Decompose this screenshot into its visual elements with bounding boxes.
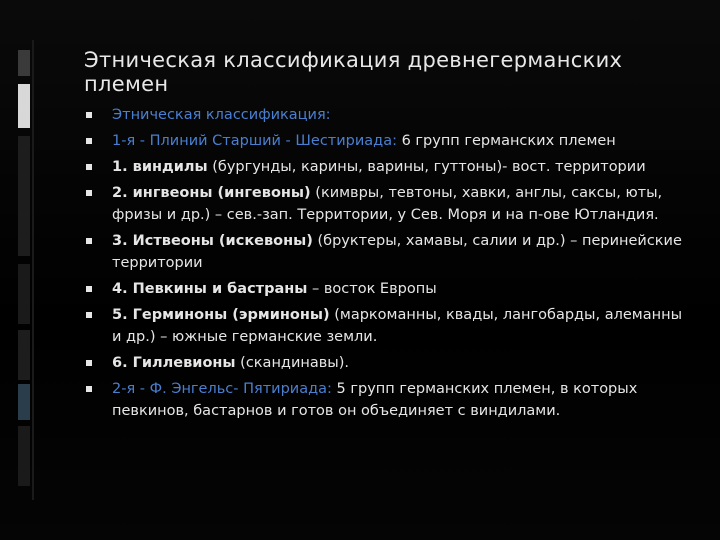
- item-text: (маркоманны, квады, лангобарды, алеманны и др.) – южные германские земли.: [112, 307, 683, 345]
- item-text: (бургунды, карины, варины, гуттоны)- вост. территории: [207, 159, 646, 175]
- item-lead: Этническая классификация:: [112, 107, 331, 123]
- square-bullet-icon: [86, 138, 92, 144]
- item-text: 6 групп германских племен: [396, 133, 616, 149]
- list-item: [84, 278, 684, 300]
- list-item: [84, 230, 684, 274]
- item-text: (скандинавы).: [235, 355, 349, 371]
- item-text: (кимвры, тевтоны, хавки, англы, саксы, юты, фризы и др.) – сев.-зап. Территории, у Сев. Моря и на п-ове Ютландия.: [112, 185, 663, 223]
- square-bullet-icon: [86, 286, 92, 292]
- square-bullet-icon: [86, 360, 92, 366]
- item-lead: 2-я - Ф. Энгельс- Пятириада:: [112, 381, 332, 397]
- list-item: [84, 182, 684, 226]
- list-item: [84, 104, 684, 126]
- slide-title: Этническая классификация древнегерманских племен: [84, 48, 623, 96]
- item-lead: 1. виндилы: [112, 159, 208, 175]
- list-item: [84, 304, 684, 348]
- item-lead: 5. Герминоны (эрминоны): [112, 307, 330, 323]
- item-lead: 1-я - Плиний Старший - Шестириада:: [112, 133, 397, 149]
- item-text: – восток Европы: [307, 281, 437, 297]
- square-bullet-icon: [86, 386, 92, 392]
- item-text: (бруктеры, хамавы, салии и др.) – перинейские территории: [112, 233, 682, 271]
- bullet-list: [84, 104, 684, 426]
- item-lead: 2. ингвеоны (ингевоны): [112, 185, 311, 201]
- list-item: [84, 156, 684, 178]
- item-lead: 4. Певкины и бастраны: [112, 281, 308, 297]
- item-lead: 6. Гиллевионы: [112, 355, 236, 371]
- list-item: [84, 130, 684, 152]
- square-bullet-icon: [86, 312, 92, 318]
- square-bullet-icon: [86, 190, 92, 196]
- item-lead: 3. Иствеоны (искевоны): [112, 233, 313, 249]
- decorative-side-bars: [0, 40, 34, 500]
- square-bullet-icon: [86, 112, 92, 118]
- square-bullet-icon: [86, 238, 92, 244]
- list-item: [84, 352, 684, 374]
- list-item: [84, 378, 684, 422]
- square-bullet-icon: [86, 164, 92, 170]
- item-text: 5 групп германских племен, в которых певкинов, бастарнов и готов он объединяет с виндилами.: [112, 381, 638, 419]
